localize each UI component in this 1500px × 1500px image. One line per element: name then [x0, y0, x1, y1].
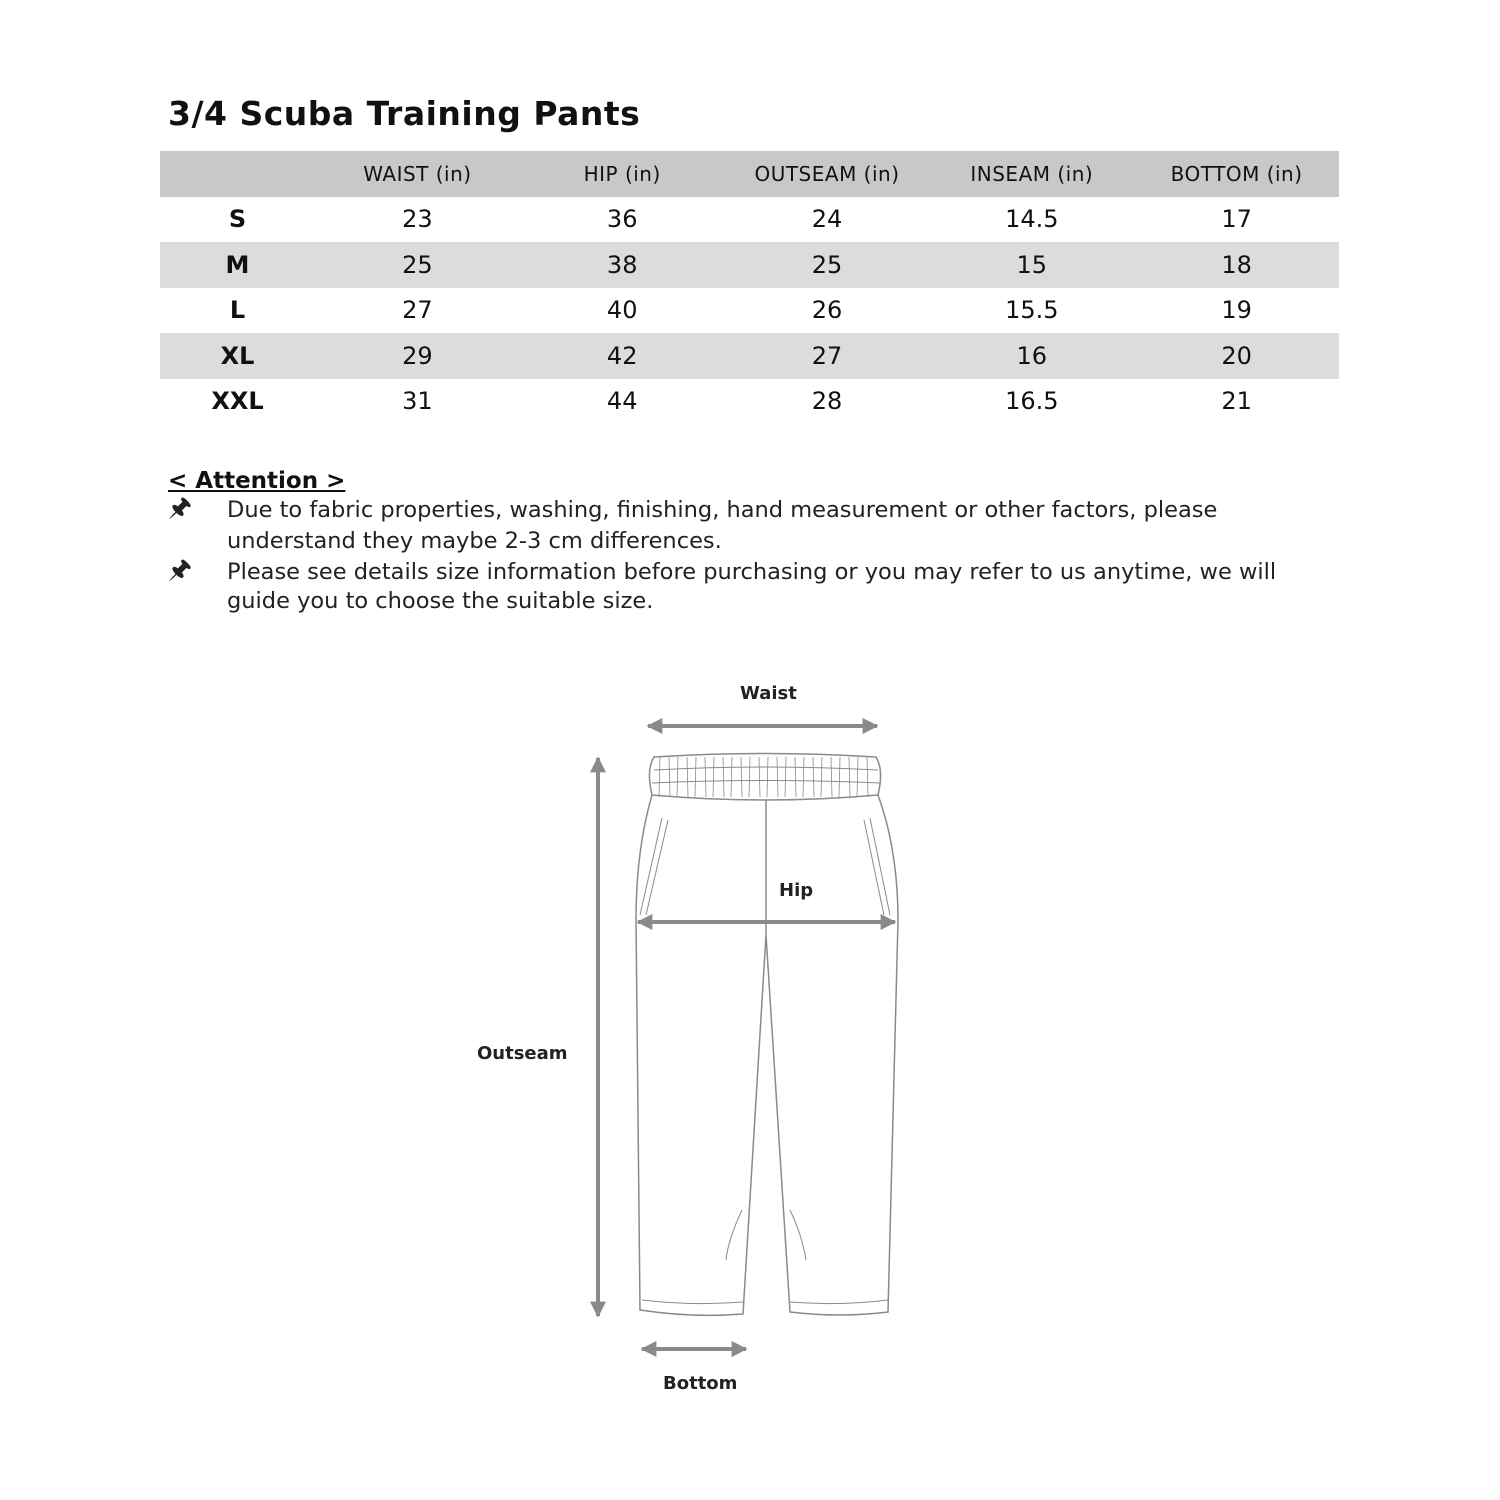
value-cell: 40 [606, 296, 638, 325]
value-cell: 16 [929, 333, 1134, 379]
pants-outline [636, 754, 898, 1316]
value-cell: 44 [606, 387, 638, 416]
outseam-label: Outseam [477, 1043, 568, 1064]
value-cell: 19 [1221, 296, 1252, 325]
value-cell: 36 [606, 205, 638, 234]
header-bottom: BOTTOM (in) [1134, 151, 1339, 197]
size-cell: S [228, 205, 247, 234]
page-title: 3/4 Scuba Training Pants [168, 94, 641, 133]
value-cell: 29 [315, 333, 520, 379]
value-cell: 24 [811, 205, 843, 234]
value-cell: 26 [811, 296, 843, 325]
note-text: Due to fabric properties, washing, finishing, hand measurement or other factors, please understand they maybe 2-3 cm differences. [227, 497, 1218, 554]
size-cell: L [229, 296, 246, 325]
value-cell: 20 [1134, 333, 1339, 379]
value-cell: 15 [929, 242, 1134, 288]
value-cell: 25 [725, 242, 930, 288]
value-cell: 14.5 [1005, 205, 1059, 234]
value-cell: 42 [520, 333, 725, 379]
pushpin-icon: 🖈︎ [168, 493, 193, 523]
pushpin-icon: 🖈︎ [168, 555, 193, 585]
header-outseam: OUTSEAM (in) [725, 151, 930, 197]
value-cell: 27 [725, 333, 930, 379]
size-cell: XL [160, 333, 315, 379]
value-cell: 25 [315, 242, 520, 288]
note-text: Please see details size information before purchasing or you may refer to us anytime, we will guide you to choose the suitable size. [227, 559, 1277, 614]
value-cell: 16.5 [1005, 387, 1059, 416]
header-hip: HIP (in) [520, 151, 725, 197]
waist-label: Waist [740, 683, 797, 704]
value-cell: 15.5 [1005, 296, 1059, 325]
hip-label: Hip [779, 880, 814, 901]
attention-heading: < Attention > [168, 468, 346, 494]
value-cell: 31 [402, 387, 433, 416]
value-cell: 23 [402, 205, 433, 234]
value-cell: 27 [402, 296, 433, 325]
value-cell: 18 [1134, 242, 1339, 288]
value-cell: 17 [1221, 205, 1252, 234]
value-cell: 21 [1221, 387, 1252, 416]
value-cell: 38 [520, 242, 725, 288]
size-cell: M [160, 242, 315, 288]
header-inseam: INSEAM (in) [929, 151, 1134, 197]
header-waist: WAIST (in) [315, 151, 520, 197]
size-cell: XXL [211, 387, 264, 416]
value-cell: 28 [811, 387, 843, 416]
bottom-label: Bottom [663, 1373, 738, 1394]
